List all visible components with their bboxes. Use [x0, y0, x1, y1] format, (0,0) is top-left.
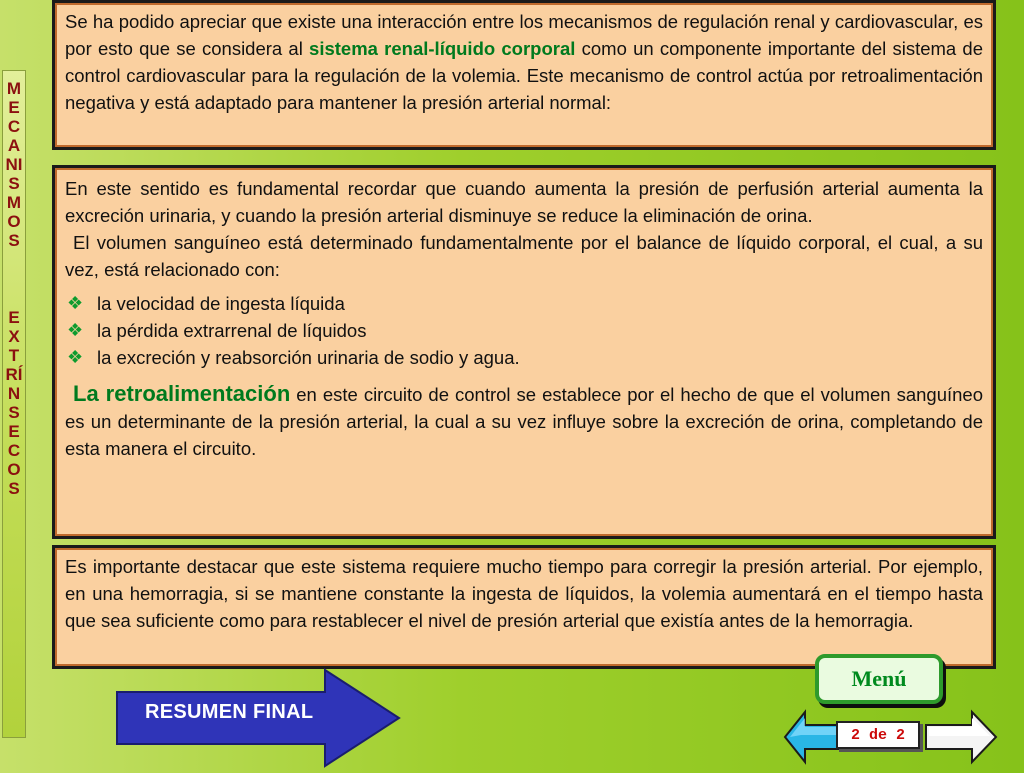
list-item-text: la excreción y reabsorción urinaria de sodio y agua. — [97, 347, 520, 368]
feedback-highlight: La retroalimentación — [73, 381, 291, 406]
intro-paragraph — [65, 8, 983, 116]
list-item — [65, 317, 983, 344]
intro-highlight: sistema renal-líquido corporal — [309, 38, 576, 59]
side-vertical-title — [2, 70, 26, 738]
list-item-text: la velocidad de ingesta líquida — [97, 293, 345, 314]
conclusion-text-box — [52, 545, 996, 669]
menu-button[interactable] — [815, 654, 943, 704]
side-title-extrinsecos: EXTRÍNSECOS — [5, 308, 23, 498]
factors-list — [65, 290, 983, 371]
intro-text-end: como un componente importante del sistema de control cardiovascular para la regulación de la volemia. Este mecanismo de control actúa por retroalimentación negativa y está adaptado para mantener la presión arterial normal: — [65, 38, 984, 113]
page-indicator: 2 de 2 — [836, 721, 920, 749]
details-text-box — [52, 165, 996, 539]
resumen-final-button[interactable] — [115, 668, 402, 768]
resumen-final-label: RESUMEN FINAL — [145, 701, 314, 723]
paragraph-feedback — [65, 380, 983, 462]
intro-text-start: Se ha podido apreciar que existe una interacción entre los mecanismos de regulación renal y cardiovascular, es por esto que se considera al — [65, 11, 983, 59]
list-item — [65, 290, 983, 317]
paragraph-volume: El volumen sanguíneo está determinado fundamentalmente por el balance de líquido corporal, el cual, a su vez, está relacionado con: — [65, 232, 983, 280]
list-item-text: la pérdida extrarrenal de líquidos — [97, 320, 367, 341]
paragraph-perfusion: En este sentido es fundamental recordar que cuando aumenta la presión de perfusión arterial aumenta la excreción urinaria, y cuando la presión arterial disminuye se reduce la eliminación de orina. — [65, 178, 983, 226]
menu-label: Menú — [851, 666, 907, 691]
list-item — [65, 344, 983, 371]
arrow-right-icon[interactable] — [924, 706, 1000, 768]
side-title-mecanismos: MECANISMOS — [5, 79, 23, 250]
arrow-left-icon[interactable] — [781, 706, 843, 768]
diamond-bullet-icon: ❖ — [67, 320, 84, 340]
diamond-bullet-icon: ❖ — [67, 347, 84, 367]
diamond-bullet-icon: ❖ — [67, 293, 84, 313]
feedback-text: en este circuito de control se establece por el hecho de que el volumen sanguíneo es un determinante de la presión arterial, la cual a su vez influye sobre la excreción de orina, completando de esta manera el circuito. — [65, 384, 984, 459]
intro-text-box — [52, 0, 996, 150]
paragraph-conclusion: Es importante destacar que este sistema requiere mucho tiempo para corregir la presión arterial. Por ejemplo, en una hemorragia, si se mantiene constante la ingesta de líquidos, la volemia aumentará en el tiempo hasta que sea suficiente como para restablecer el nivel de presión arterial que existía antes de la hemorragia. — [65, 556, 983, 631]
